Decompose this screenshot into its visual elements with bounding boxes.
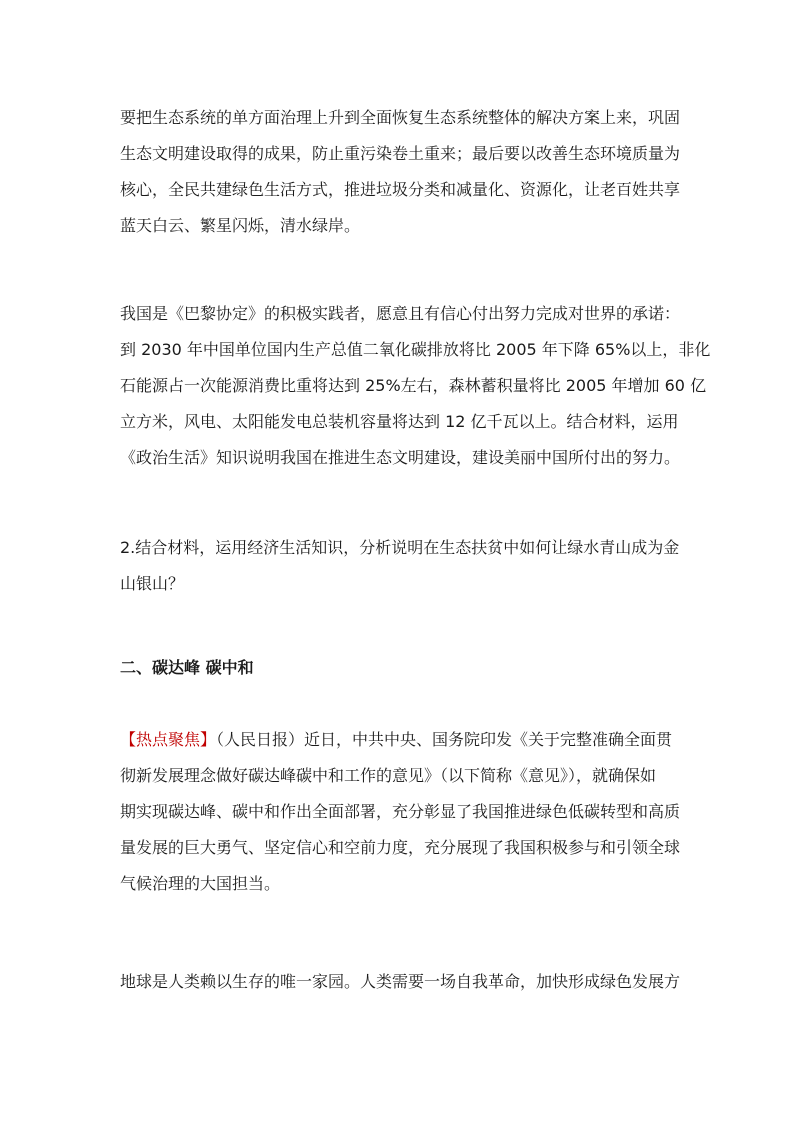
paragraph-earth-home	[120, 964, 680, 1000]
text-line: 《政治生活》知识说明我国在推进生态文明建设，建设美丽中国所付出的努力。	[120, 448, 681, 467]
hot-topic-tag: 【热点聚焦】	[120, 730, 217, 749]
text-line: 地球是人类赖以生存的唯一家园。人类需要一场自我革命，加快形成绿色发展方	[120, 972, 681, 991]
text-line	[120, 722, 680, 758]
text-line: 2.结合材料，运用经济生活知识，分析说明在生态扶贫中如何让绿水青山成为金	[120, 538, 680, 557]
text-line: 气候治理的大国担当。	[120, 874, 281, 893]
text-line: 期实现碳达峰、碳中和作出全面部署，充分彰显了我国推进绿色低碳转型和高质	[120, 802, 681, 821]
text-line: 生态文明建设取得的成果，防止重污染卷土重来；最后要以改善生态环境质量为	[120, 144, 681, 163]
paragraph-paris-agreement	[120, 296, 711, 476]
text-line: 核心，全民共建绿色生活方式，推进垃圾分类和减量化、资源化，让老百姓共享	[120, 180, 681, 199]
text-line: 立方米，风电、太阳能发电总装机容量将达到 12 亿千瓦以上。结合材料，运用	[120, 412, 679, 431]
text-line: 蓝天白云、繁星闪烁，清水绿岸。	[120, 216, 361, 235]
text-line: 到 2030 年中国单位国内生产总值二氧化碳排放将比 2005 年下降 65%以上，非化	[120, 340, 711, 359]
paragraph-hot-topic	[120, 722, 680, 902]
text-line: 量发展的巨大勇气、坚定信心和空前力度，充分展现了我国积极参与和引领全球	[120, 838, 681, 857]
paragraph-ecosystem-governance	[120, 100, 680, 244]
section-title: 二、碳达峰 碳中和	[120, 658, 254, 677]
text-line: 彻新发展理念做好碳达峰碳中和工作的意见》（以下简称《意见》），就确保如	[120, 766, 657, 785]
question-2	[120, 530, 680, 602]
text-line: 我国是《巴黎协定》的积极实践者，愿意且有信心付出努力完成对世界的承诺：	[120, 304, 681, 323]
text-line: 石能源占一次能源消费比重将达到 25%左右，森林蓄积量将比 2005 年增加 60 亿	[120, 376, 707, 395]
text-segment: （人民日报）近日，中共中央、国务院印发《关于完整准确全面贯	[216, 730, 673, 749]
section-heading	[120, 650, 680, 686]
text-line: 要把生态系统的单方面治理上升到全面恢复生态系统整体的解决方案上来，巩固	[120, 108, 681, 127]
text-line: 山银山？	[120, 574, 185, 593]
